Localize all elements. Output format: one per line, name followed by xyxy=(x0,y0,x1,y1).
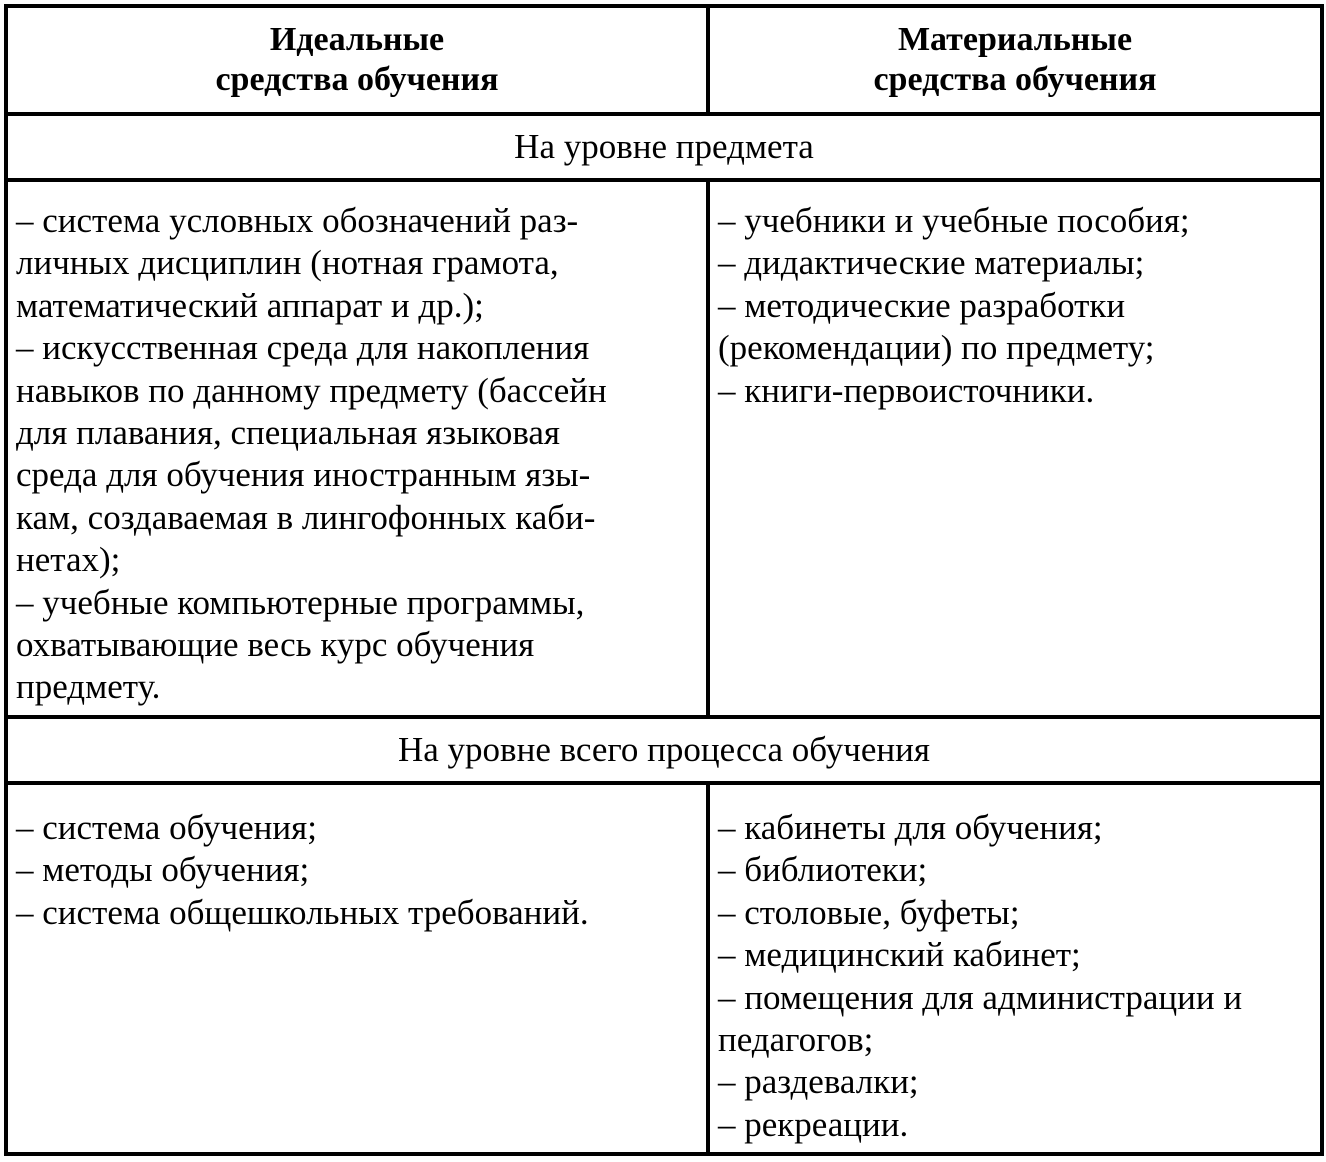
header-row xyxy=(6,6,1322,114)
header-ideal-means xyxy=(6,6,708,114)
list-item: – система условных обозначений раз- личных дисциплин (нотная грамота, математический аппарат и др.); xyxy=(16,201,579,325)
list-item: – рекреации. xyxy=(718,1104,909,1144)
content-row-subject xyxy=(6,180,1322,717)
list-item: – учебники и учебные пособия; xyxy=(718,201,1190,240)
content-row-process xyxy=(6,783,1322,1154)
header-left-line-2: средства обучения xyxy=(215,61,499,98)
header-right-line-2: средства обучения xyxy=(873,61,1157,98)
section-row-process xyxy=(6,717,1322,783)
section-row-subject xyxy=(6,114,1322,180)
list-item: – медицинский кабинет; xyxy=(718,935,1081,975)
list-item: – книги-первоисточники. xyxy=(718,370,1095,410)
list-item: – раздевалки; xyxy=(718,1062,919,1102)
list-item: – система общешкольных требований. xyxy=(16,892,589,932)
process-material-list xyxy=(708,783,1322,1154)
process-ideal-list xyxy=(6,783,708,1154)
list-item: – методы обучения; xyxy=(16,850,310,890)
list-item: – методические разработки (рекомендации) по предмету; xyxy=(718,285,1155,368)
header-left-line-1: Идеальные xyxy=(269,21,445,58)
means-of-teaching-table xyxy=(4,4,1320,1154)
subject-ideal-list xyxy=(6,180,708,717)
list-item: – кабинеты для обучения; xyxy=(718,807,1103,847)
subject-material-list xyxy=(708,180,1322,717)
section-title-process: На уровне всего процесса обучения xyxy=(6,717,1322,783)
list-item: – учебные компьютерные программы, охватывающие весь курс обучения предмету. xyxy=(16,582,585,707)
list-item: – система обучения; xyxy=(16,807,317,847)
comparison-table xyxy=(4,4,1324,1156)
list-item: – дидактические материалы; xyxy=(718,243,1145,283)
header-right-line-1: Материальные xyxy=(897,21,1133,58)
list-item: – библиотеки; xyxy=(718,850,928,890)
list-item: – столовые, буфеты; xyxy=(718,892,1020,932)
list-item: – помещения для администрации и педагогов; xyxy=(718,977,1243,1059)
list-item: – искусственная среда для накопления навыков по данному предмету (бассейн для плавания, специальная языковая среда для обучения иностранным язы- кам, создаваемая в лингофонных каби- нетах); xyxy=(16,328,607,580)
header-material-means xyxy=(708,6,1322,114)
section-title-subject: На уровне предмета xyxy=(6,114,1322,180)
